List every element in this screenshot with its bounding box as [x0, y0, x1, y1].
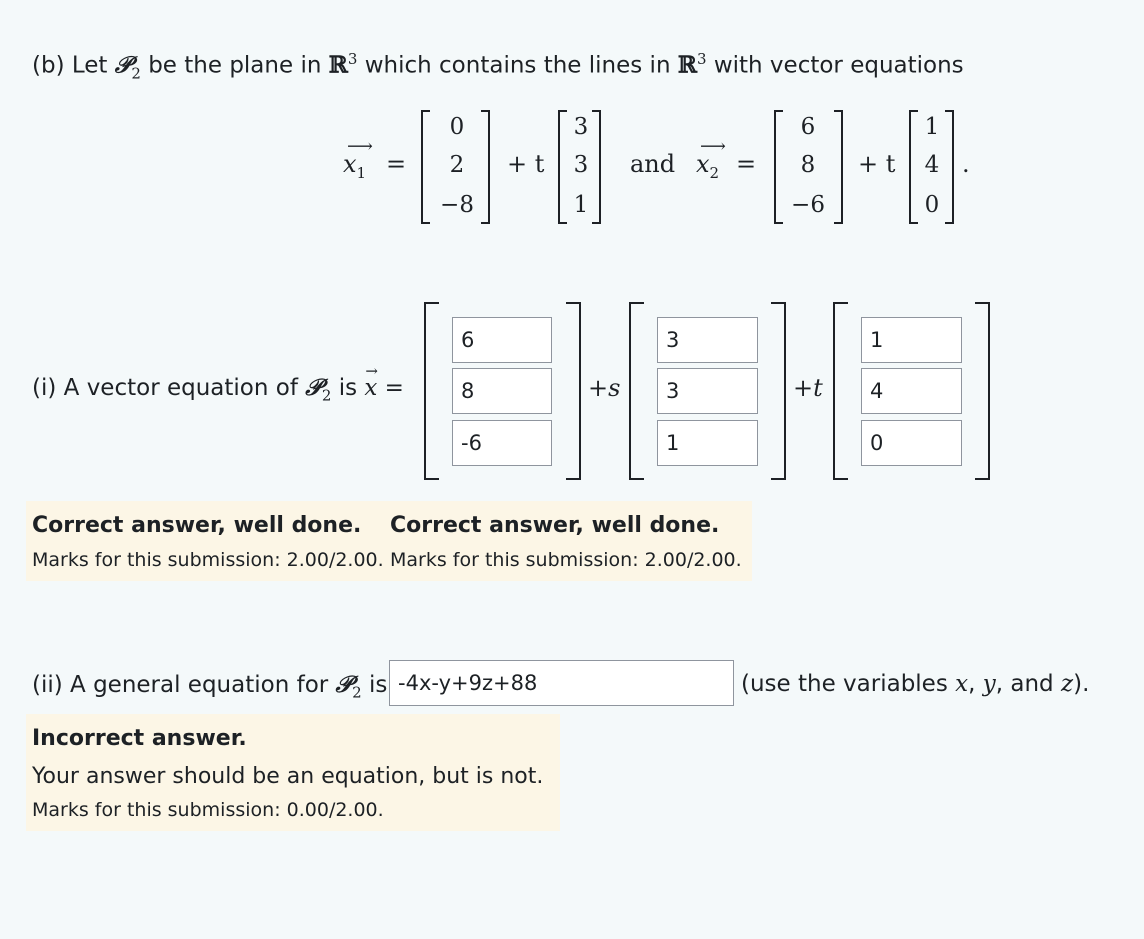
var-z: z	[1060, 671, 1074, 697]
plane-subscript: 2	[131, 64, 141, 83]
intro-text-2: which contains the lines in	[364, 52, 671, 79]
feedback-1-marks: Marks for this submission: 2.00/2.00.	[32, 549, 384, 571]
plane-subscript: 2	[321, 386, 332, 405]
line1-point-1: 2	[449, 152, 465, 178]
line1-direction-1: 3	[573, 152, 589, 178]
x1-subscript: 1	[356, 163, 367, 182]
direction2-input-0[interactable]	[861, 317, 962, 363]
direction1-input-1[interactable]	[657, 368, 758, 414]
bracket-left	[424, 302, 439, 480]
feedback-1-title: Correct answer, well done.	[32, 513, 362, 538]
part-i-label: (i) A vector equation of	[32, 375, 298, 401]
line2-point-2: −6	[791, 192, 825, 218]
hint-suffix: ).	[1073, 671, 1090, 697]
part-i-question	[32, 362, 404, 405]
point-input-2[interactable]	[452, 420, 552, 466]
direction1-input-0[interactable]	[657, 317, 758, 363]
feedback-title: Incorrect answer.	[32, 726, 247, 751]
hint-and: and	[1010, 671, 1054, 697]
bracket-right	[834, 110, 843, 224]
point-input-1[interactable]	[452, 368, 552, 414]
plus-t: +t	[793, 374, 823, 402]
bracket-right	[771, 302, 786, 480]
plus-s: +s	[588, 374, 621, 402]
x2-arrow-icon: ⟶	[700, 136, 726, 157]
bracket-right	[481, 110, 490, 224]
bracket-left	[421, 110, 430, 224]
bracket-left	[833, 302, 848, 480]
intro-text-3: with vector equations	[713, 52, 964, 79]
question-intro	[32, 50, 964, 82]
x1-arrow-icon: ⟶	[347, 136, 373, 157]
bracket-right	[975, 302, 990, 480]
hint-prefix: (use the variables	[741, 671, 948, 697]
x-vector	[364, 362, 378, 401]
var-y: y	[982, 671, 996, 697]
plane-symbol: 𝒫	[335, 671, 353, 698]
and-word: and	[630, 150, 676, 178]
x1-letter: x	[343, 150, 357, 178]
part-ii-label: (ii) A general equation for	[32, 672, 329, 698]
plane-symbol: 𝒫	[114, 51, 132, 79]
line2-point-0: 6	[800, 114, 816, 140]
x2-subscript: 2	[709, 163, 720, 182]
variables-hint: (use the variables x, y, and z).	[741, 671, 1090, 697]
x1-vector-label	[343, 136, 373, 182]
part-ii-feedback	[26, 714, 560, 831]
line2-direction-2: 0	[924, 192, 940, 218]
part-ii-question	[32, 671, 387, 702]
bracket-left	[629, 302, 644, 480]
equals: =	[384, 375, 404, 401]
period: .	[962, 150, 970, 178]
bracket-right	[592, 110, 601, 224]
line1-point-2: −8	[440, 192, 474, 218]
x-arrow-icon: →	[365, 362, 378, 380]
is-word: is	[338, 375, 358, 401]
direction2-input-1[interactable]	[861, 368, 962, 414]
bracket-left	[774, 110, 783, 224]
equals-1: =	[386, 150, 407, 178]
bracket-right	[566, 302, 581, 480]
part-i-feedback	[26, 501, 752, 581]
bracket-right	[945, 110, 954, 224]
feedback-2-title: Correct answer, well done.	[390, 513, 720, 538]
plane-subscript: 2	[352, 683, 362, 702]
line1-point-0: 0	[449, 114, 465, 140]
direction1-input-2[interactable]	[657, 420, 758, 466]
real-superscript: 3	[347, 50, 358, 68]
line2-direction-1: 4	[924, 152, 940, 178]
feedback-marks: Marks for this submission: 0.00/2.00.	[32, 799, 384, 821]
direction2-input-2[interactable]	[861, 420, 962, 466]
intro-text-1: be the plane in	[148, 52, 322, 79]
var-x: x	[955, 671, 969, 697]
real-symbol: ℝ	[328, 51, 348, 79]
plus-t-2: + t	[858, 150, 896, 178]
line2-direction-0: 1	[924, 114, 940, 140]
x-letter: x	[364, 375, 378, 401]
x2-vector-label	[696, 136, 726, 182]
real-superscript-2: 3	[696, 50, 707, 68]
line2-point-1: 8	[800, 152, 816, 178]
feedback-message: Your answer should be an equation, but is not.	[32, 764, 544, 789]
part-b-label: (b) Let	[32, 52, 108, 79]
point-input-0[interactable]	[452, 317, 552, 363]
plane-symbol: 𝒫	[305, 374, 322, 401]
line1-direction-0: 3	[573, 114, 589, 140]
plus-t-1: + t	[507, 150, 545, 178]
is-word: is	[369, 672, 388, 698]
line1-direction-2: 1	[573, 192, 589, 218]
equals-2: =	[736, 150, 757, 178]
general-equation-input[interactable]	[389, 660, 734, 706]
x2-letter: x	[696, 150, 710, 178]
real-symbol-2: ℝ	[677, 51, 697, 79]
feedback-2-marks: Marks for this submission: 2.00/2.00.	[390, 549, 742, 571]
